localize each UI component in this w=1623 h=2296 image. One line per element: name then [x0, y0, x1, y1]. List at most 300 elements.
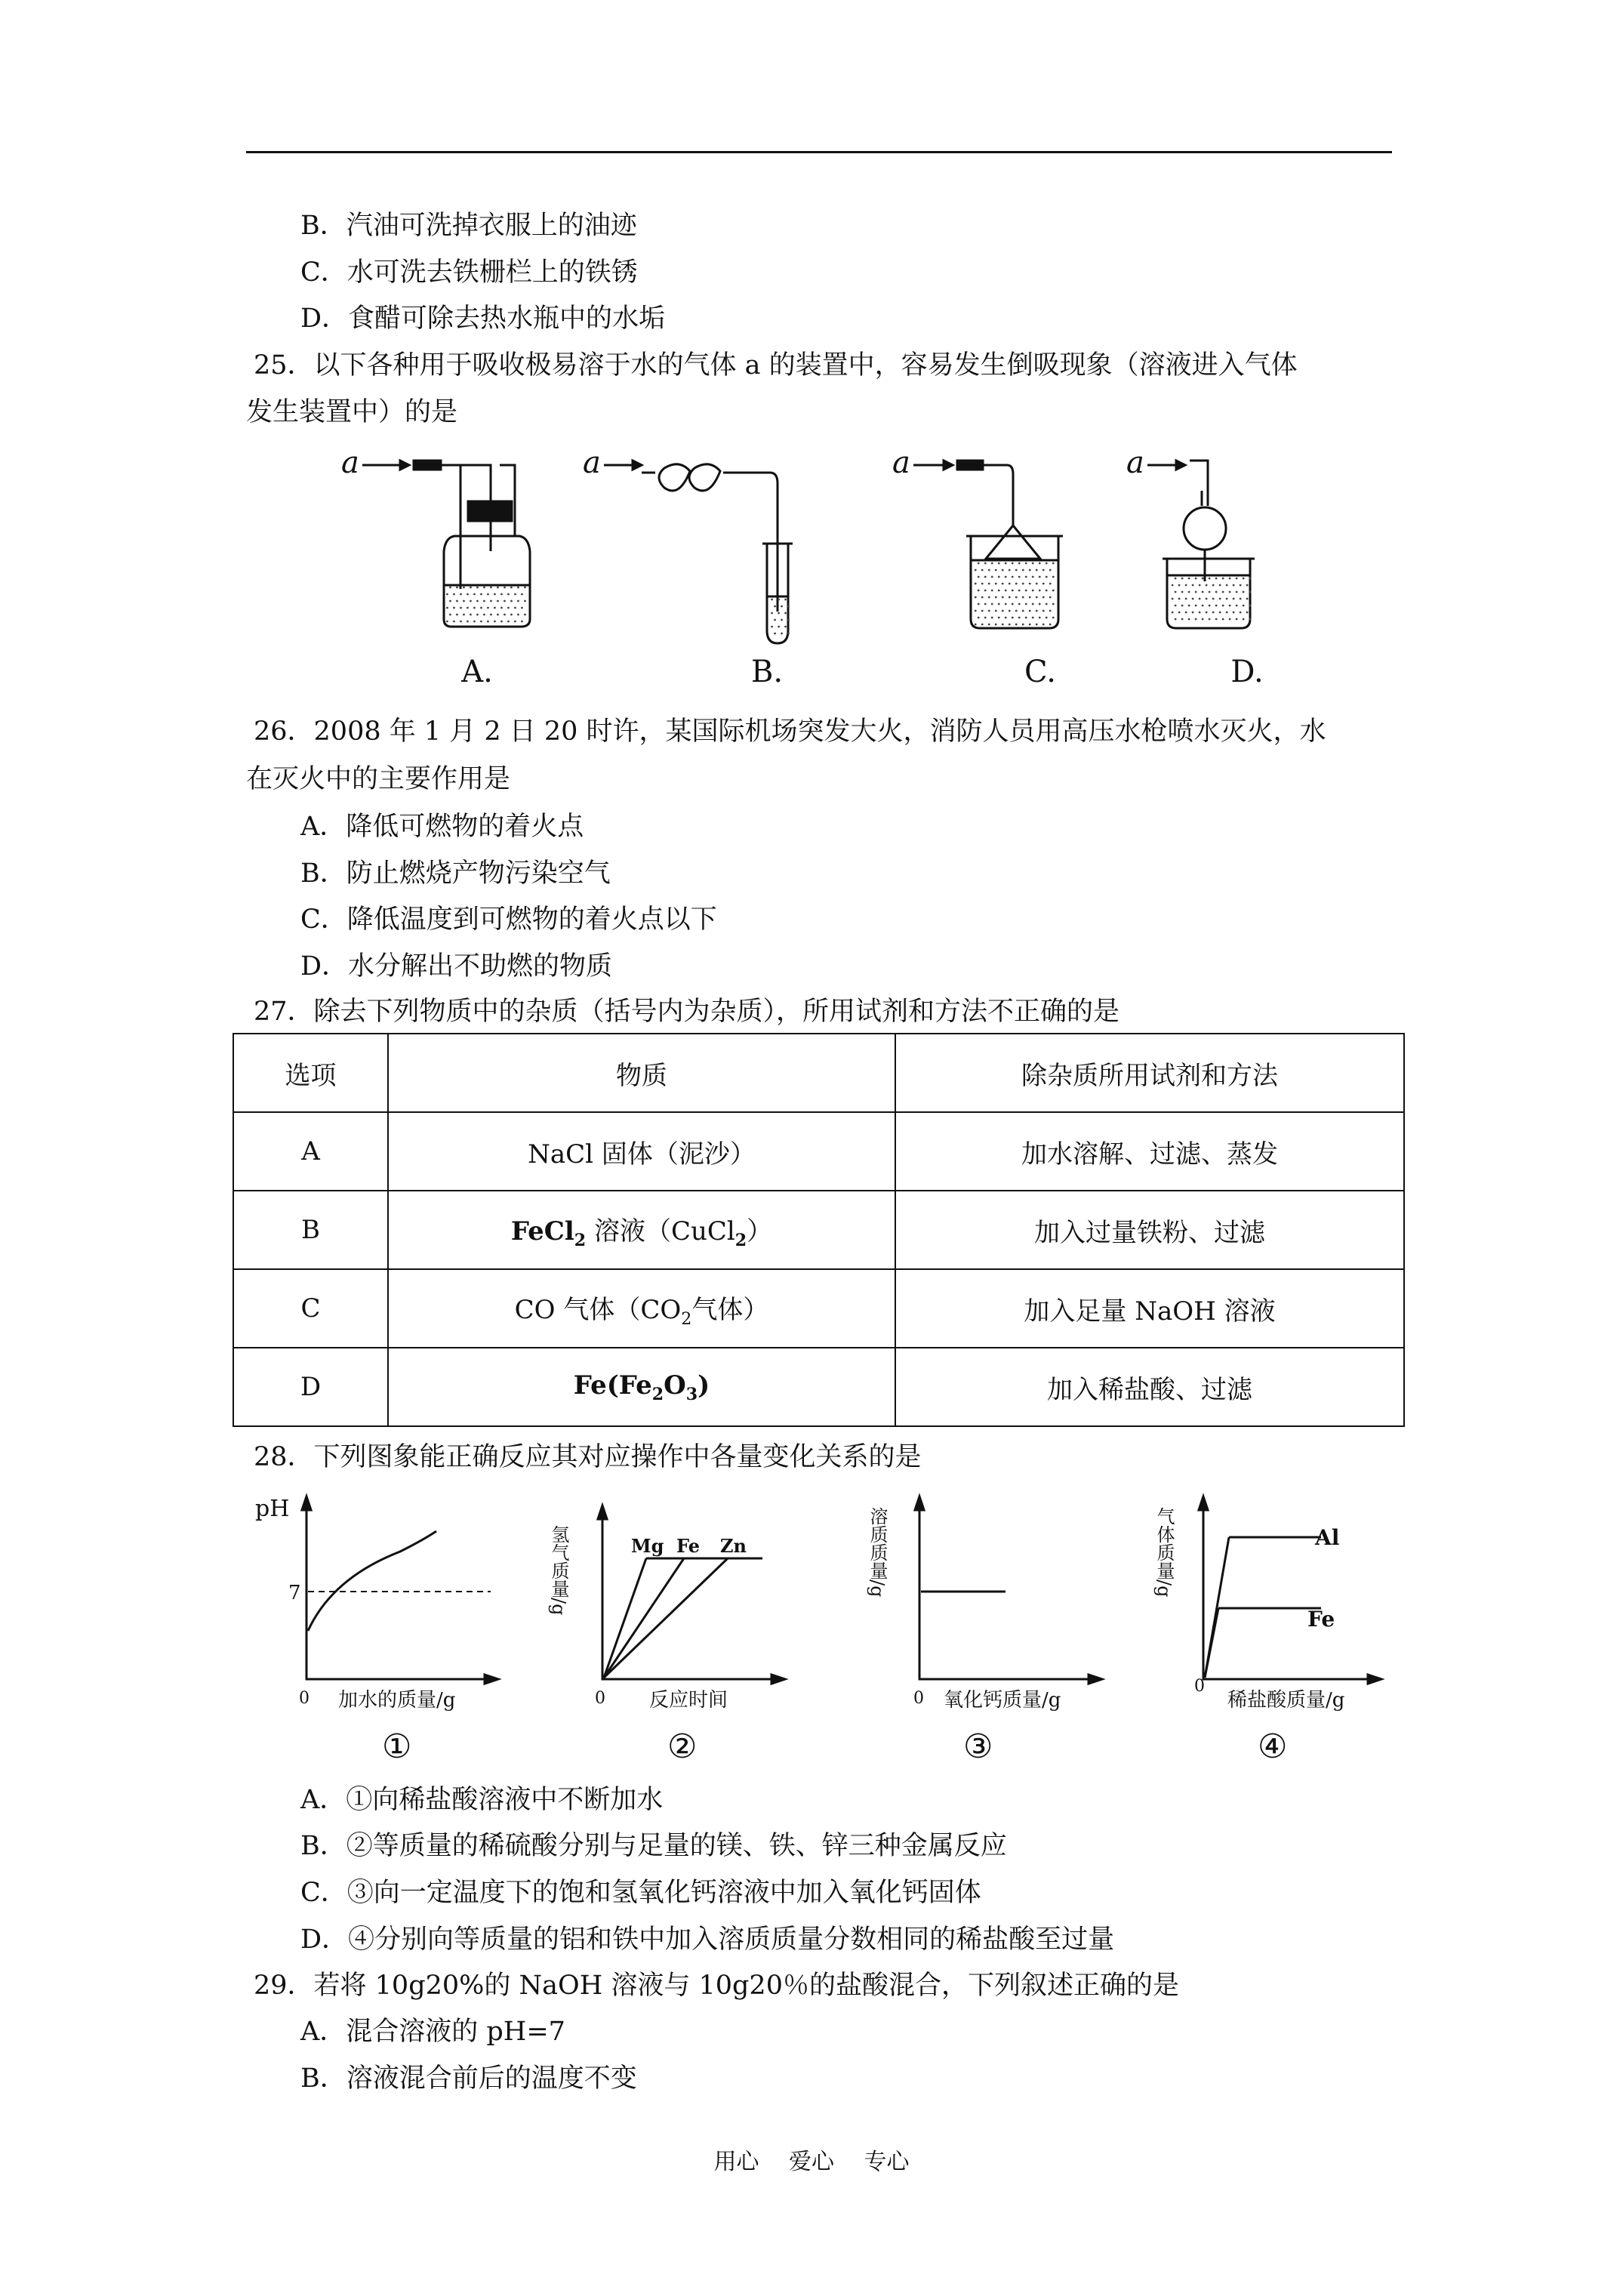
q28-stem: 28．下列图象能正确反应其对应操作中各量变化关系的是 [254, 1442, 922, 1472]
liquid-dot [995, 569, 997, 572]
table-cell-option: D [233, 1348, 388, 1426]
liquid-dot [1249, 605, 1252, 607]
liquid-dot [784, 612, 787, 615]
liquid-dot [1192, 612, 1194, 614]
liquid-dot [1022, 583, 1024, 585]
table-cell-option: C [233, 1269, 388, 1348]
liquid-dot [500, 607, 503, 609]
liquid-dot [1172, 612, 1174, 614]
liquid-dot [1042, 569, 1045, 572]
liquid-dot [1226, 612, 1228, 614]
liquid-dot [1052, 562, 1055, 565]
graph4-series-fe: Fe [1307, 1607, 1335, 1632]
liquid-dot [1175, 578, 1177, 580]
liquid-dot [1032, 576, 1034, 578]
table-row [233, 1348, 1404, 1426]
liquid-dot [521, 607, 523, 609]
liquid-dot [1206, 584, 1208, 587]
liquid-dot [1036, 596, 1038, 599]
table-row [233, 1191, 1404, 1269]
liquid-dot [978, 562, 980, 565]
liquid-dot [1029, 624, 1031, 626]
liquid-dot [1005, 562, 1007, 565]
liquid-dot [483, 614, 485, 616]
liquid-dot [476, 587, 479, 589]
q26-option-c: C．降低温度到可燃物的着火点以下 [300, 905, 717, 935]
liquid-dot [771, 626, 773, 628]
liquid-dot [1195, 578, 1197, 580]
liquid-dot [1012, 617, 1014, 619]
liquid-dot [1199, 598, 1201, 600]
liquid-dot [1219, 598, 1221, 600]
liquid-dot [995, 624, 997, 626]
liquid-dot [1215, 578, 1218, 580]
liquid-dot [1229, 618, 1231, 621]
liquid-dot [998, 603, 1000, 606]
q28-graphs-figure [249, 1480, 1412, 1767]
svg-text:a: a [892, 445, 910, 480]
liquid-dot [984, 590, 987, 592]
liquid-dot [1236, 618, 1238, 621]
liquid-dot [510, 614, 513, 616]
graph4-ylabel: 气体质量/g [1153, 1507, 1175, 1598]
liquid-dot [1018, 576, 1021, 578]
liquid-dot [467, 621, 469, 623]
liquid-dot [1049, 569, 1052, 572]
liquid-dot [1022, 610, 1024, 612]
liquid-dot [1032, 562, 1034, 565]
liquid-dot [1229, 591, 1231, 593]
liquid-dot [1175, 618, 1177, 621]
liquid-dot [1042, 610, 1045, 612]
q26-option-a: A．降低可燃物的着火点 [300, 812, 584, 842]
liquid-dot [507, 607, 510, 609]
table-cell-method: 加入过量铁粉、过滤 [895, 1191, 1404, 1269]
liquid-dot [1229, 605, 1231, 607]
liquid-dot [1015, 596, 1018, 599]
liquid-dot [1209, 618, 1211, 621]
liquid-dot [1222, 605, 1224, 607]
table-cell-substance: CO 气体（$CO_2$气体） [388, 1269, 895, 1348]
liquid-dot [1212, 598, 1215, 600]
liquid-dot [1012, 576, 1014, 578]
liquid-dot [1009, 610, 1011, 612]
graph1-ylabel: pH [255, 1496, 290, 1522]
table-header-cell: 除杂质所用试剂和方法 [895, 1034, 1404, 1112]
liquid-dot [1206, 598, 1208, 600]
liquid-dot [778, 612, 780, 615]
q26-stem-1: 26．2008 年 1 月 2 日 20 时许，某国际机场突发大火，消防人员用高压水枪喷水灭火，水 [254, 717, 1326, 747]
table-cell-substance: $Fe(Fe_2O_3)$ [388, 1348, 895, 1426]
liquid-dot [787, 606, 790, 608]
liquid-dot [1046, 590, 1048, 592]
liquid-dot [524, 614, 526, 616]
liquid-dot [463, 600, 465, 603]
liquid-dot [1209, 578, 1211, 580]
liquid-dot [1215, 618, 1218, 621]
liquid-dot [988, 624, 990, 626]
liquid-dot [446, 593, 448, 596]
liquid-dot [480, 593, 482, 596]
liquid-dot [998, 562, 1000, 565]
liquid-dot [787, 633, 790, 635]
liquid-dot [460, 621, 462, 623]
liquid-dot [1215, 605, 1218, 607]
liquid-dot [1188, 605, 1190, 607]
liquid-dot [988, 569, 990, 572]
liquid-dot [771, 612, 773, 615]
liquid-dot [1009, 624, 1011, 626]
liquid-dot [1175, 591, 1177, 593]
liquid-dot [1233, 612, 1235, 614]
liquid-dot [1005, 576, 1007, 578]
apparatus-label-c: C. [1024, 655, 1056, 689]
liquid-dot [1202, 591, 1204, 593]
liquid-dot [975, 569, 977, 572]
liquid-dot [497, 587, 499, 589]
liquid-dot [456, 587, 458, 589]
liquid-dot [1039, 617, 1041, 619]
liquid-dot [1175, 605, 1177, 607]
liquid-dot [998, 617, 1000, 619]
liquid-dot [995, 583, 997, 585]
liquid-dot [1215, 591, 1218, 593]
liquid-dot [978, 617, 980, 619]
liquid-dot [470, 600, 472, 603]
liquid-dot [1039, 576, 1041, 578]
liquid-dot [998, 576, 1000, 578]
liquid-dot [787, 619, 790, 621]
liquid-dot [453, 607, 455, 609]
liquid-dot [470, 614, 472, 616]
liquid-dot [487, 621, 489, 623]
q28-option-c: C．③向一定温度下的饱和氢氧化钙溶液中加入氧化钙固体 [300, 1878, 981, 1908]
liquid-dot [1246, 584, 1249, 587]
liquid-dot [449, 614, 451, 616]
liquid-dot [1172, 598, 1174, 600]
graph2-xlabel: 反应时间 [649, 1689, 728, 1712]
liquid-dot [1032, 590, 1034, 592]
liquid-dot [1202, 578, 1204, 580]
liquid-dot [991, 603, 993, 606]
liquid-dot [1029, 596, 1031, 599]
liquid-dot [1195, 591, 1197, 593]
liquid-dot [1002, 596, 1004, 599]
liquid-dot [473, 621, 476, 623]
liquid-dot [1046, 562, 1048, 565]
liquid-dot [1178, 612, 1181, 614]
liquid-dot [978, 576, 980, 578]
liquid-dot [1009, 569, 1011, 572]
graph4-xlabel: 稀盐酸质量/g [1227, 1689, 1345, 1712]
liquid-dot [1202, 618, 1204, 621]
liquid-dot [1022, 596, 1024, 599]
liquid-dot [460, 607, 462, 609]
liquid-dot [781, 606, 783, 608]
liquid-dot [991, 576, 993, 578]
liquid-dot [1032, 603, 1034, 606]
liquid-dot [1195, 618, 1197, 621]
liquid-dot [1025, 603, 1027, 606]
q27-table [233, 1033, 1405, 1427]
table-header-cell: 物质 [388, 1034, 895, 1112]
q29-option-a: A．混合溶液的 pH=7 [300, 2017, 565, 2047]
graph2-series-fe: Fe [676, 1535, 700, 1557]
liquid-dot [771, 599, 773, 601]
liquid-dot [453, 621, 455, 623]
liquid-dot [1202, 605, 1204, 607]
liquid-dot [1022, 624, 1024, 626]
liquid-dot [494, 607, 496, 609]
liquid-dot [781, 619, 783, 621]
liquid-dot [510, 600, 513, 603]
liquid-dot [1036, 610, 1038, 612]
q29-option-b: B．溶液混合前后的温度不变 [300, 2063, 637, 2094]
liquid-dot [514, 593, 516, 596]
liquid-dot [1042, 624, 1045, 626]
liquid-dot [467, 593, 469, 596]
table-cell-method: 加入足量 NaOH 溶液 [895, 1269, 1404, 1348]
svg-text:a: a [583, 445, 601, 480]
liquid-dot [1185, 584, 1187, 587]
liquid-dot [1243, 618, 1245, 621]
liquid-dot [1005, 617, 1007, 619]
liquid-dot [1209, 605, 1211, 607]
table-cell-substance: FeCl$_2$ 溶液（CuCl$_2$） [388, 1191, 895, 1269]
liquid-dot [446, 607, 448, 609]
q26-option-d: D．水分解出不助燃的物质 [300, 951, 613, 982]
liquid-dot [1015, 610, 1018, 612]
liquid-dot [1039, 590, 1041, 592]
page-footer: 用心 爱心 专心 [713, 2149, 910, 2175]
liquid-dot [1025, 590, 1027, 592]
liquid-dot [490, 600, 492, 603]
liquid-dot [1005, 590, 1007, 592]
liquid-dot [1049, 596, 1052, 599]
graph1-xlabel: 加水的质量/g [338, 1689, 456, 1712]
graph2-series-mg: Mg [631, 1535, 664, 1557]
liquid-dot [1236, 605, 1238, 607]
liquid-dot [1052, 617, 1055, 619]
liquid-dot [778, 599, 780, 601]
liquid-dot [1181, 618, 1184, 621]
liquid-dot [995, 610, 997, 612]
liquid-dot [1036, 624, 1038, 626]
liquid-dot [524, 587, 526, 589]
q25-stem-1: 25．以下各种用于吸收极易溶于水的气体 a 的装置中，容易发生倒吸现象（溶液进入气体 [254, 350, 1298, 381]
liquid-dot [1052, 603, 1055, 606]
liquid-dot [463, 587, 465, 589]
liquid-dot [1195, 605, 1197, 607]
liquid-dot [1025, 617, 1027, 619]
graph3-number: ③ [963, 1727, 993, 1766]
liquid-dot [473, 593, 476, 596]
liquid-dot [1012, 590, 1014, 592]
liquid-dot [1185, 612, 1187, 614]
liquid-dot [1052, 576, 1055, 578]
liquid-dot [981, 569, 984, 572]
liquid-dot [1219, 584, 1221, 587]
svg-text:a: a [1126, 445, 1144, 480]
liquid-dot [1246, 598, 1249, 600]
liquid-dot [1181, 591, 1184, 593]
graph3-xlabel: 氧化钙质量/g [944, 1689, 1061, 1712]
liquid-dot [975, 583, 977, 585]
liquid-dot [1015, 583, 1018, 585]
liquid-dot [981, 624, 984, 626]
liquid-dot [1002, 610, 1004, 612]
liquid-dot [517, 587, 519, 589]
liquid-dot [781, 633, 783, 635]
liquid-dot [470, 587, 472, 589]
liquid-dot [521, 593, 523, 596]
liquid-dot [483, 587, 485, 589]
table-cell-option: B [233, 1191, 388, 1269]
liquid-dot [784, 626, 787, 628]
liquid-dot [981, 583, 984, 585]
liquid-dot [1009, 596, 1011, 599]
table-row [233, 1269, 1404, 1348]
q28-option-b: B．②等质量的稀硫酸分别与足量的镁、铁、锌三种金属反应 [300, 1831, 1007, 1861]
liquid-dot [1226, 584, 1228, 587]
liquid-dot [1009, 583, 1011, 585]
graph4-origin: 0 [1194, 1677, 1205, 1696]
liquid-dot [1236, 578, 1238, 580]
liquid-dot [774, 606, 776, 608]
q28-option-d: D．④分别向等质量的铝和铁中加入溶质质量分数相同的稀盐酸至过量 [300, 1925, 1115, 1955]
liquid-dot [449, 587, 451, 589]
liquid-dot [1025, 562, 1027, 565]
q26-stem-2: 在灭火中的主要作用是 [246, 764, 511, 794]
liquid-dot [1036, 569, 1038, 572]
liquid-dot [1219, 612, 1221, 614]
liquid-dot [456, 600, 458, 603]
liquid-dot [480, 621, 482, 623]
gas-label-a: a [341, 445, 359, 480]
liquid-dot [778, 626, 780, 628]
header-rule [246, 151, 1392, 153]
liquid-dot [1188, 591, 1190, 593]
q27-stem: 27．除去下列物质中的杂质（括号内为杂质），所用试剂和方法不正确的是 [254, 997, 1120, 1027]
liquid-dot [1236, 591, 1238, 593]
liquid-dot [1199, 612, 1201, 614]
liquid-dot [500, 593, 503, 596]
liquid-dot [1036, 583, 1038, 585]
liquid-dot [991, 590, 993, 592]
liquid-dot [1049, 583, 1052, 585]
liquid-dot [1002, 583, 1004, 585]
liquid-dot [1233, 598, 1235, 600]
liquid-dot [487, 593, 489, 596]
table-cell-option: A [233, 1112, 388, 1191]
liquid-dot [490, 587, 492, 589]
liquid-dot [984, 603, 987, 606]
liquid-dot [1222, 591, 1224, 593]
graph3-ylabel: 溶质质量/g [867, 1507, 888, 1598]
liquid-dot [1249, 618, 1252, 621]
liquid-dot [1032, 617, 1034, 619]
liquid-dot [1249, 578, 1252, 580]
graph1-ytick: 7 [288, 1582, 301, 1604]
liquid-dot [1029, 610, 1031, 612]
liquid-dot [1042, 596, 1045, 599]
liquid-dot [1212, 612, 1215, 614]
liquid-dot [1015, 569, 1018, 572]
liquid-dot [988, 596, 990, 599]
liquid-dot [998, 590, 1000, 592]
liquid-dot [1240, 612, 1242, 614]
liquid-dot [1018, 617, 1021, 619]
liquid-dot [1185, 598, 1187, 600]
liquid-dot [1181, 578, 1184, 580]
liquid-dot [1025, 576, 1027, 578]
liquid-dot [975, 596, 977, 599]
table-cell-substance: NaCl 固体（泥沙） [388, 1112, 895, 1191]
q28-option-a: A．①向稀盐酸溶液中不断加水 [300, 1785, 664, 1815]
liquid-dot [1243, 605, 1245, 607]
q24-option-c: C．水可洗去铁栅栏上的铁锈 [300, 257, 638, 288]
liquid-dot [504, 587, 506, 589]
liquid-dot [1222, 618, 1224, 621]
liquid-dot [1018, 603, 1021, 606]
liquid-dot [1018, 562, 1021, 565]
liquid-dot [460, 593, 462, 596]
q24-option-b: B．汽油可洗掉衣服上的油迹 [300, 211, 637, 241]
liquid-dot [1046, 603, 1048, 606]
liquid-dot [1005, 603, 1007, 606]
liquid-dot [1172, 584, 1174, 587]
liquid-dot [1233, 584, 1235, 587]
liquid-dot [1188, 618, 1190, 621]
apparatus-label-b: B. [750, 655, 784, 689]
liquid-dot [1046, 576, 1048, 578]
liquid-dot [1212, 584, 1215, 587]
liquid-dot [497, 600, 499, 603]
liquid-dot [456, 614, 458, 616]
liquid-dot [1178, 584, 1181, 587]
liquid-dot [1049, 610, 1052, 612]
liquid-dot [1206, 612, 1208, 614]
liquid-dot [500, 621, 503, 623]
apparatus-label-a: A. [461, 655, 493, 689]
liquid-dot [774, 619, 776, 621]
liquid-dot [1042, 583, 1045, 585]
liquid-dot [1246, 612, 1249, 614]
liquid-dot [446, 621, 448, 623]
graph1-origin: 0 [299, 1689, 310, 1708]
q25-stem-2: 发生装置中）的是 [246, 397, 458, 427]
liquid-dot [1222, 578, 1224, 580]
liquid-dot [1039, 562, 1041, 565]
liquid-dot [1022, 569, 1024, 572]
liquid-dot [1243, 578, 1245, 580]
liquid-dot [995, 596, 997, 599]
table-cell-method: 加入稀盐酸、过滤 [895, 1348, 1404, 1426]
liquid-dot [1229, 578, 1231, 580]
liquid-dot [1243, 591, 1245, 593]
liquid-dot [517, 600, 519, 603]
liquid-dot [981, 610, 984, 612]
table-header-cell: 选项 [233, 1034, 388, 1112]
liquid-dot [1192, 584, 1194, 587]
liquid-dot [1015, 624, 1018, 626]
liquid-dot [1052, 590, 1055, 592]
liquid-dot [507, 593, 510, 596]
liquid-dot [517, 614, 519, 616]
liquid-dot [483, 600, 485, 603]
liquid-dot [1029, 569, 1031, 572]
liquid-dot [984, 617, 987, 619]
